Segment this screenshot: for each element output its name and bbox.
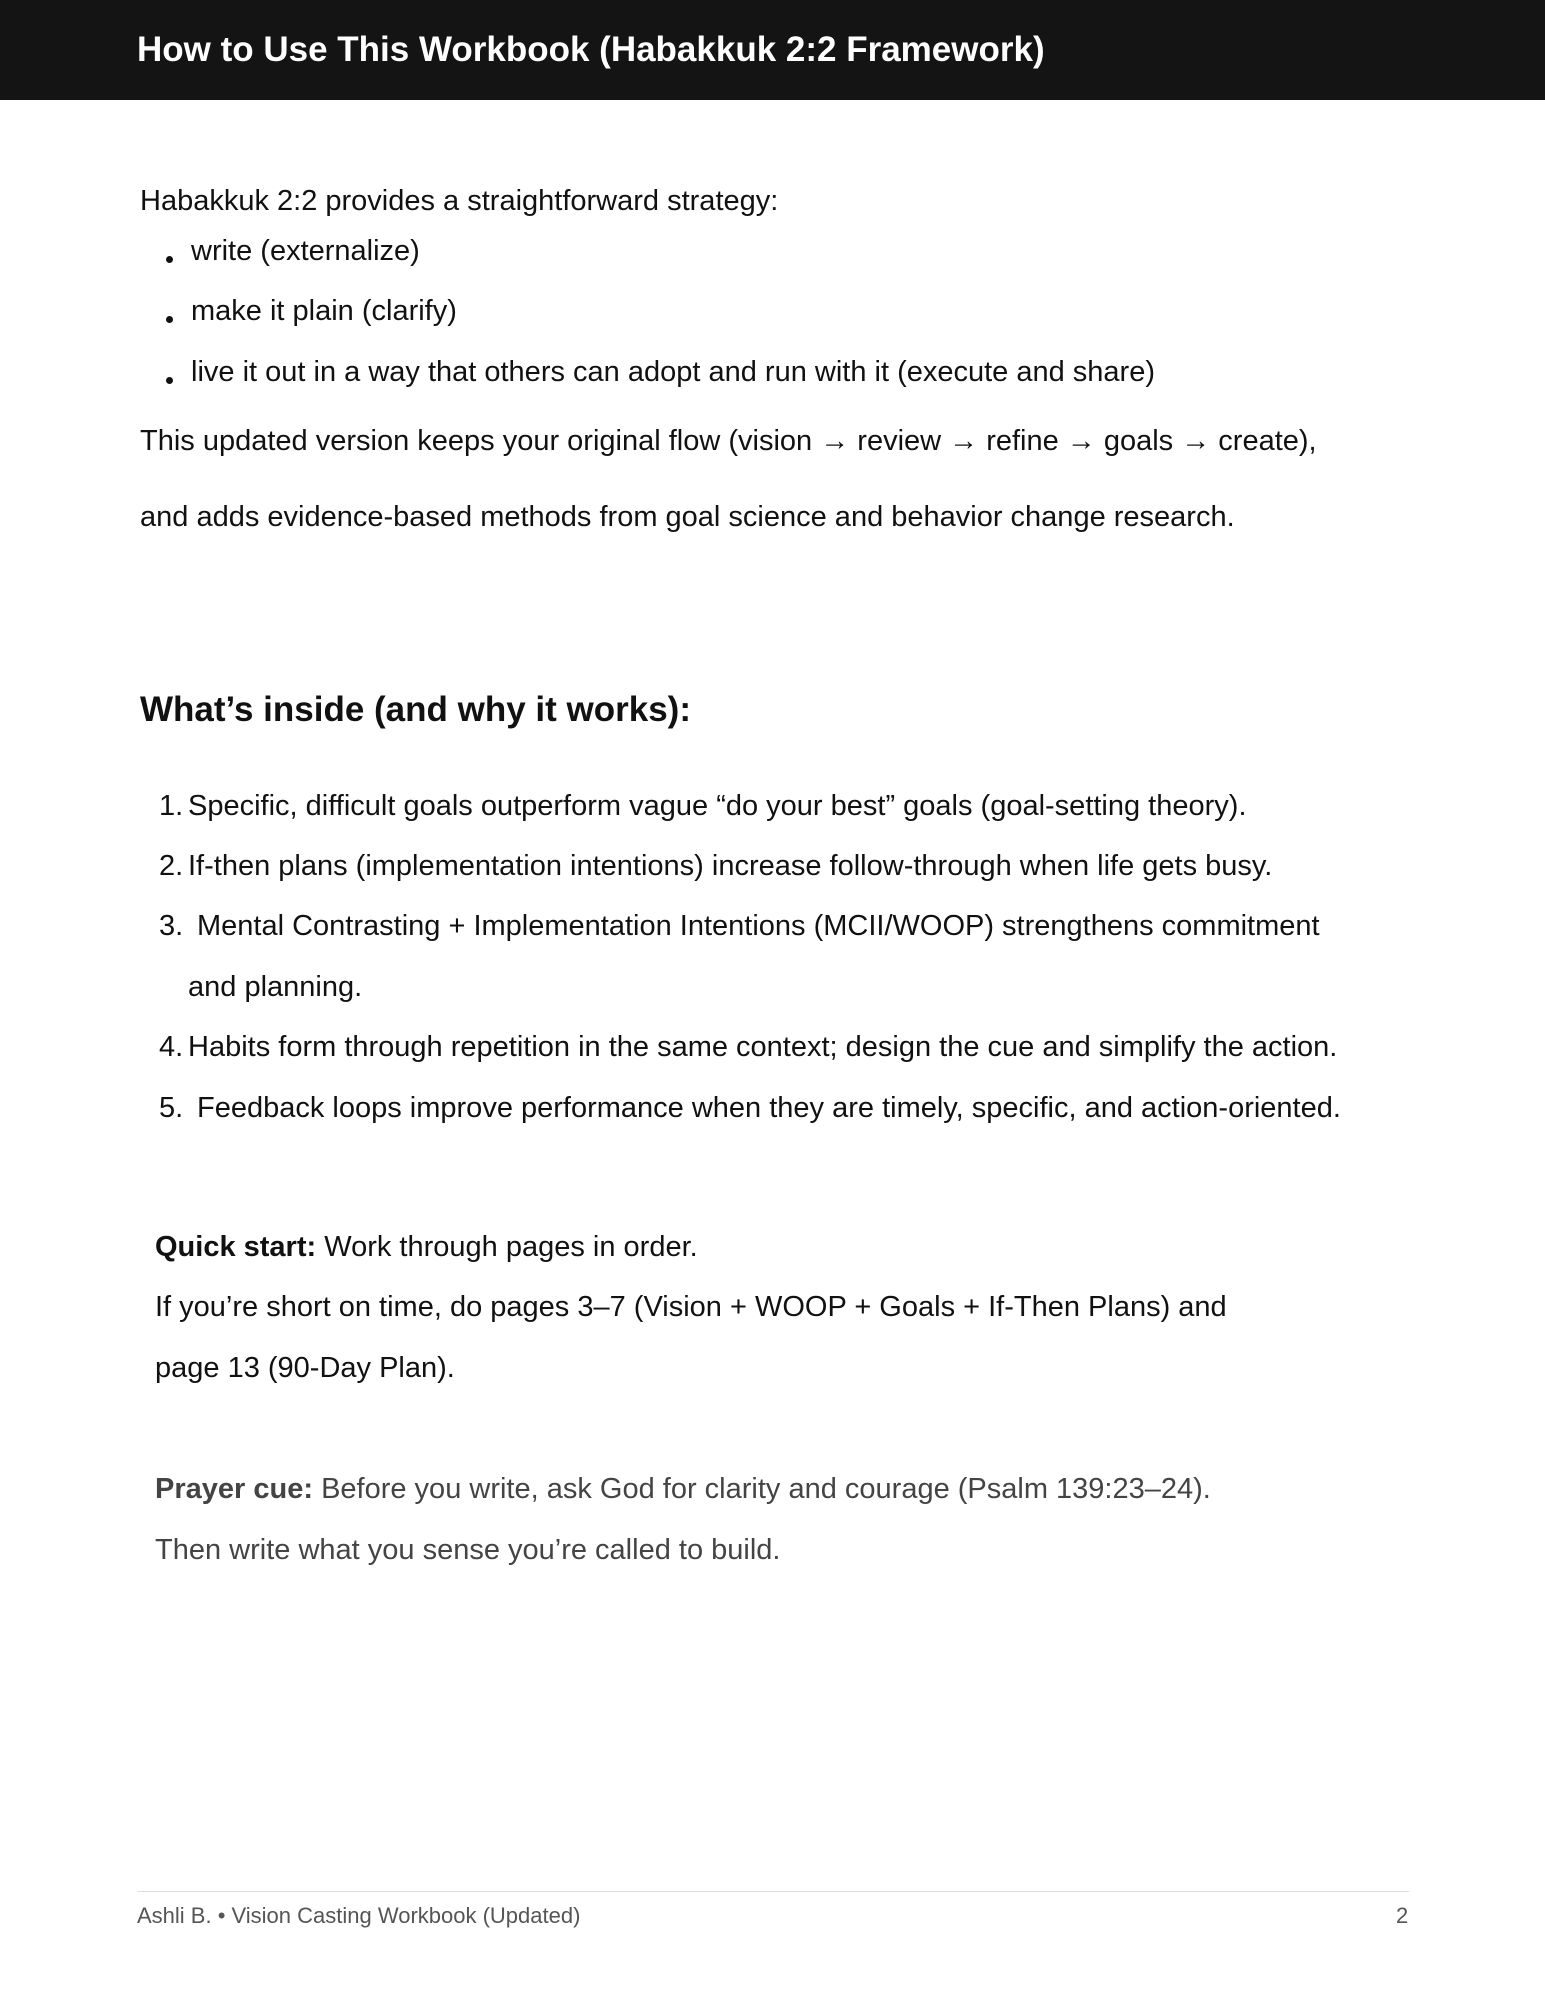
list-item: Habits form through repetition in the same context; design the cue and simplify the action.: [188, 1031, 1338, 1063]
prayer-cue-line-1: [155, 1471, 1211, 1507]
list-item: If-then plans (implementation intentions) increase follow-through when life gets busy.: [188, 850, 1273, 882]
intro-lead: Habakkuk 2:2 provides a straightforward strategy:: [140, 185, 779, 217]
list-item: Specific, difficult goals outperform vague “do your best” goals (goal-setting theory).: [188, 790, 1247, 822]
list-number: 3.: [159, 910, 184, 942]
list-number: 1.: [159, 790, 184, 822]
quick-start-line-2: If you’re short on time, do pages 3–7 (Vision + WOOP + Goals + If-Then Plans) and: [155, 1291, 1227, 1323]
list-item: write (externalize): [191, 235, 420, 267]
quick-start-text: Work through pages in order.: [324, 1231, 698, 1263]
intro-paragraph-line-2: and adds evidence-based methods from goal science and behavior change research.: [140, 501, 1235, 533]
prayer-cue-text: Before you write, ask God for clarity and courage (Psalm 139:23–24).: [321, 1473, 1211, 1505]
list-item: live it out in a way that others can adopt and run with it (execute and share): [191, 356, 1155, 388]
quick-start-label: Quick start:: [155, 1231, 317, 1263]
quick-start-line-3: page 13 (90-Day Plan).: [155, 1352, 455, 1384]
footer-title: Ashli B. • Vision Casting Workbook (Updated): [137, 1903, 581, 1928]
intro-paragraph-line-1: This updated version keeps your original flow (vision → review → refine → goals → create),: [140, 425, 1317, 457]
page-title: How to Use This Workbook (Habakkuk 2:2 Framework): [137, 30, 1045, 69]
list-item: make it plain (clarify): [191, 295, 457, 327]
prayer-cue-label: Prayer cue:: [155, 1473, 313, 1505]
bullet-icon: [166, 377, 173, 384]
page-number: 2: [1396, 1903, 1409, 1928]
prayer-cue-line-2: Then write what you sense you’re called to build.: [155, 1534, 781, 1566]
list-number: 2.: [159, 850, 184, 882]
bullet-icon: [166, 256, 173, 263]
list-number: 4.: [159, 1031, 184, 1063]
footer-divider: [137, 1891, 1409, 1892]
list-number: 5.: [159, 1092, 184, 1124]
list-item: Mental Contrasting + Implementation Intentions (MCII/WOOP) strengthens commitment: [197, 910, 1320, 942]
section-heading: What’s inside (and why it works):: [140, 690, 691, 729]
bullet-icon: [166, 316, 173, 323]
header-bar: [0, 0, 1545, 100]
list-item-continuation: and planning.: [188, 971, 363, 1003]
quick-start-line-1: [155, 1229, 698, 1265]
list-item: Feedback loops improve performance when they are timely, specific, and action-oriented.: [197, 1092, 1341, 1124]
